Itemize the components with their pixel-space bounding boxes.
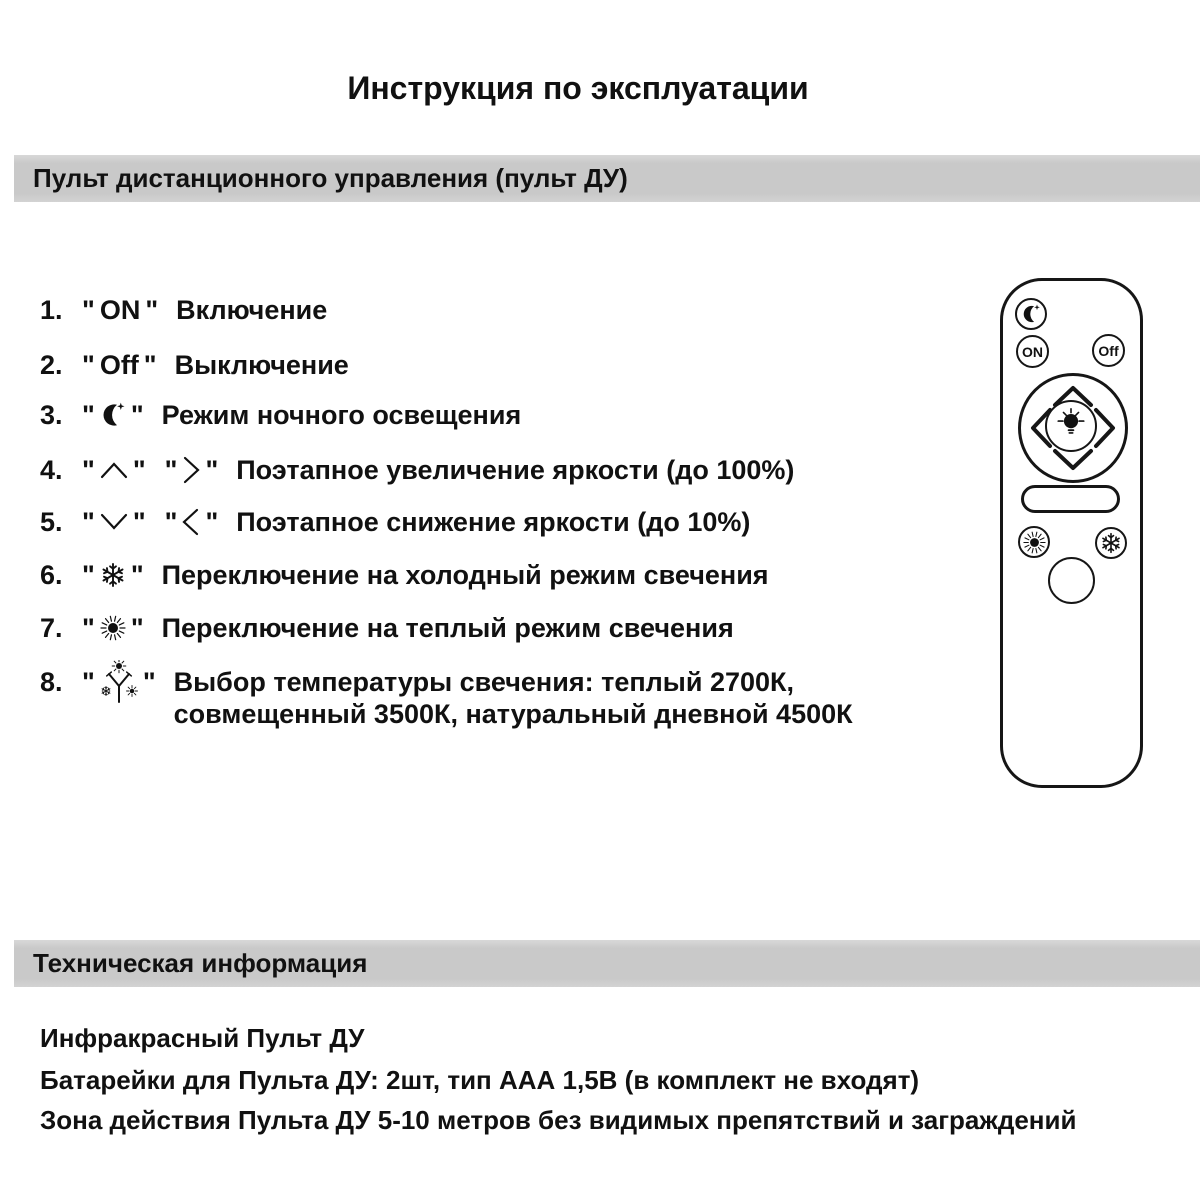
tech-line-batteries: Батарейки для Пульта ДУ: 2шт, тип ААА 1,5В (в комплект не входят) <box>40 1065 920 1095</box>
item-symbols <box>77 559 149 591</box>
quote-mark: " <box>82 400 95 430</box>
on-button-label: ON <box>1022 343 1043 360</box>
instruction-item-3 <box>40 399 521 431</box>
item-description: Режим ночного освещения <box>161 400 522 430</box>
remote-illustration <box>1000 278 1143 788</box>
instruction-item-5 <box>40 506 750 538</box>
item-symbols <box>77 349 162 381</box>
off-button-label: Off <box>1098 342 1119 359</box>
quote-mark: " <box>82 350 95 380</box>
warm-mode-button[interactable] <box>1018 526 1050 558</box>
quote-mark: " <box>130 560 144 590</box>
quote-mark: " <box>132 507 146 537</box>
chevron-left-icon <box>182 506 200 538</box>
quote-mark: " <box>205 455 219 485</box>
night-mode-button[interactable] <box>1015 298 1047 330</box>
item-description: Поэтапное увеличение яркости (до 100%) <box>236 455 795 485</box>
quote-mark: " <box>82 667 95 697</box>
item-description: Переключение на холодный режим свечения <box>161 560 769 590</box>
temp-select-icon <box>100 666 138 698</box>
dpad-right-button[interactable] <box>1096 410 1113 446</box>
round-button[interactable] <box>1048 557 1095 604</box>
item-number: 8. <box>40 667 63 697</box>
chevron-down-icon <box>100 506 128 538</box>
section-header-remote-label: Пульт дистанционного управления (пульт ДУ) <box>33 163 628 193</box>
item-symbols <box>77 666 161 698</box>
quote-mark: " <box>143 350 157 380</box>
quote-mark: " <box>82 507 95 537</box>
snowflake-icon <box>100 559 126 591</box>
moon-icon <box>100 399 126 431</box>
instruction-item-6 <box>40 559 769 591</box>
tech-line-remote-type: Инфракрасный Пульт ДУ <box>40 1023 365 1053</box>
chevron-up-icon <box>100 454 128 486</box>
item-number: 5. <box>40 507 63 537</box>
item-symbols <box>77 294 163 326</box>
instruction-item-1 <box>40 294 327 326</box>
quote-mark: " <box>82 455 95 485</box>
instruction-item-4 <box>40 454 794 486</box>
snowflake-icon <box>1100 532 1122 554</box>
quote-mark: " <box>142 667 156 697</box>
moon-icon <box>1021 304 1041 324</box>
bulb-icon <box>1054 406 1088 445</box>
item-description: Переключение на теплый режим свечения <box>161 613 734 643</box>
quote-mark: " <box>164 507 178 537</box>
tech-line-range: Зона действия Пульта ДУ 5-10 метров без видимых препятствий и заграждений <box>40 1105 1077 1135</box>
item-number: 6. <box>40 560 63 590</box>
item-number: 1. <box>40 295 63 325</box>
quote-mark: " <box>82 613 95 643</box>
on-button[interactable] <box>1016 335 1049 368</box>
quote-mark: " <box>130 400 144 430</box>
quote-mark: " <box>82 295 95 325</box>
item-number: 4. <box>40 455 63 485</box>
item-number: 3. <box>40 400 63 430</box>
cold-mode-button[interactable] <box>1095 527 1127 559</box>
chevron-right-icon <box>182 454 200 486</box>
section-header-remote <box>14 155 1200 202</box>
item-description: Поэтапное снижение яркости (до 10%) <box>236 507 751 537</box>
item-number: 2. <box>40 350 63 380</box>
item-description: Выбор температуры свечения: теплый 2700К, совмещенный 3500К, натуральный дневной 4500К <box>173 667 853 729</box>
quote-mark: " <box>132 455 146 485</box>
item-symbols <box>77 612 149 644</box>
sun-icon <box>1023 531 1046 554</box>
symbol-label: ON <box>99 295 141 325</box>
item-description: Выключение <box>174 350 349 380</box>
off-button[interactable] <box>1092 334 1125 367</box>
instruction-item-2 <box>40 349 349 381</box>
page-title: Инструкция по эксплуатации <box>347 70 809 106</box>
pill-button[interactable] <box>1021 485 1120 513</box>
item-description: Включение <box>176 295 328 325</box>
quote-mark: " <box>145 295 159 325</box>
section-header-tech <box>14 940 1200 987</box>
section-header-tech-label: Техническая информация <box>33 948 368 978</box>
dpad-down-button[interactable] <box>1055 451 1091 468</box>
instruction-item-8 <box>40 666 853 730</box>
instruction-item-7 <box>40 612 734 644</box>
quote-mark: " <box>130 613 144 643</box>
sun-icon <box>100 612 126 644</box>
quote-mark: " <box>164 455 178 485</box>
dpad-center-button[interactable] <box>1045 400 1097 452</box>
symbol-label: Off <box>99 350 139 380</box>
brightness-dpad <box>1018 373 1128 483</box>
quote-mark: " <box>205 507 219 537</box>
item-symbols <box>77 399 149 431</box>
item-symbols <box>77 454 223 486</box>
item-symbols <box>77 506 223 538</box>
quote-mark: " <box>82 560 95 590</box>
item-number: 7. <box>40 613 63 643</box>
